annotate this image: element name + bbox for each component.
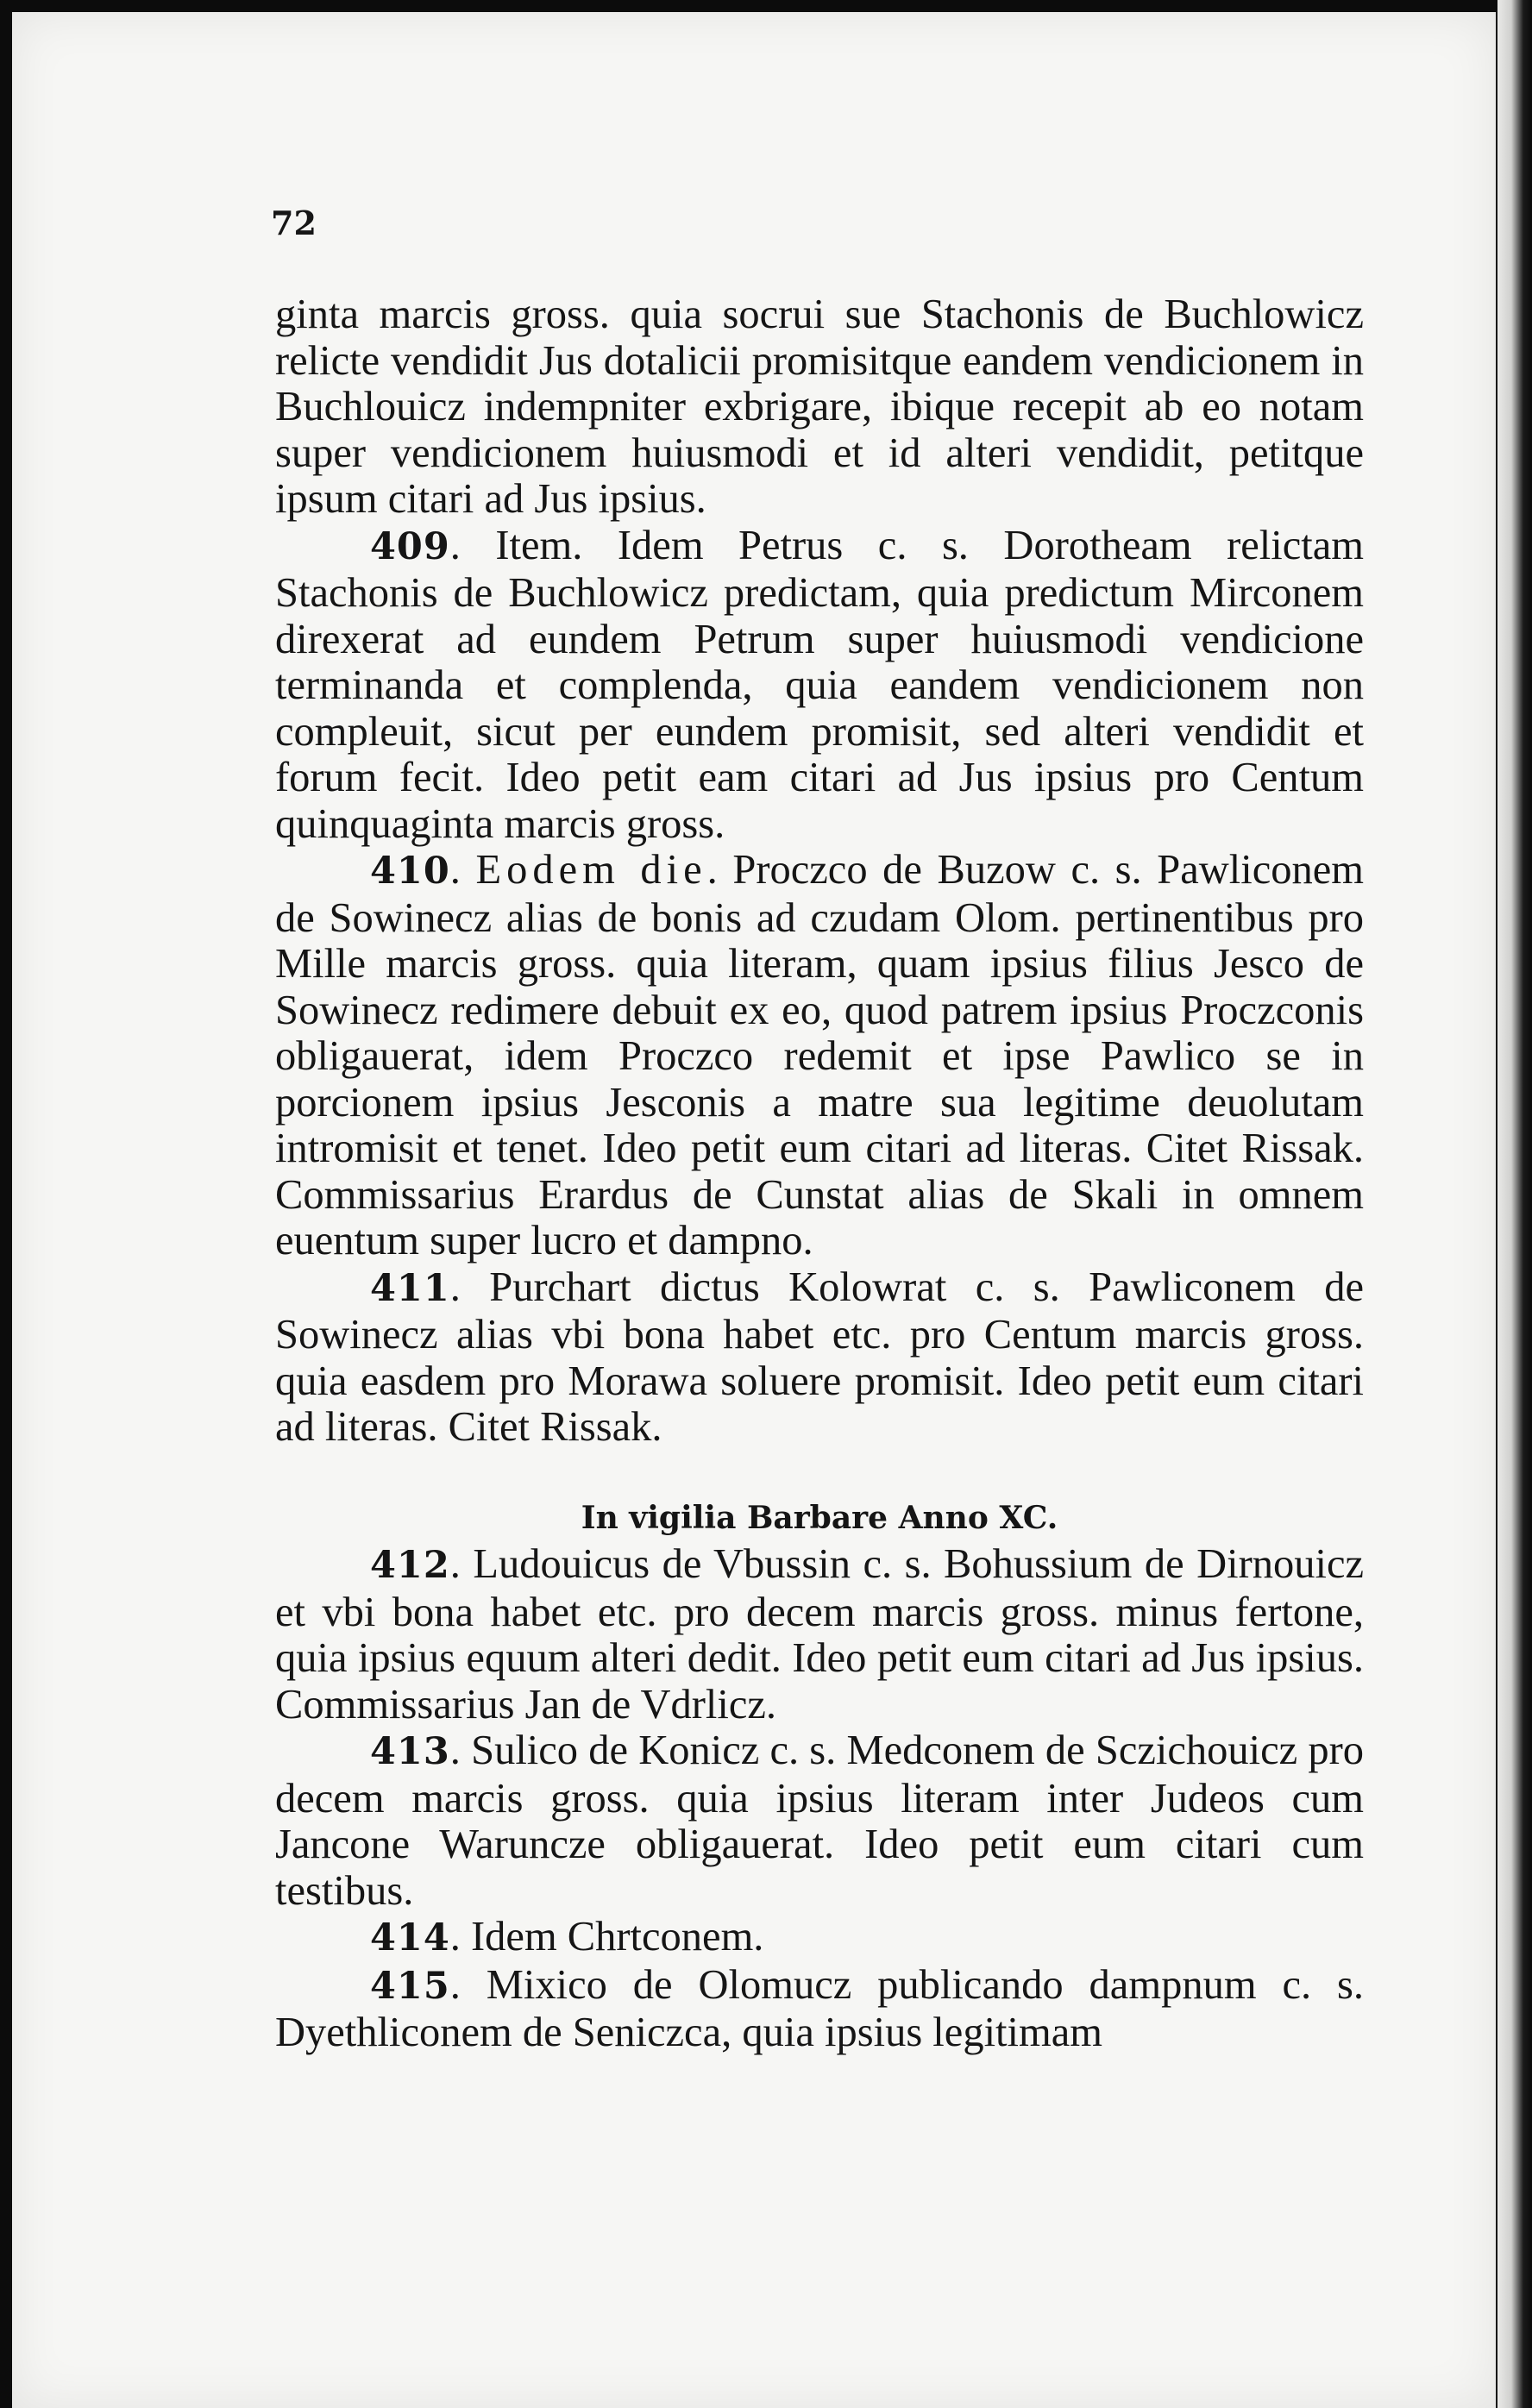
entry-text: Purchart dictus Kolowrat c. s. Pawliconem de Sowinecz alias vbi bona habet etc. pro Centum marcis gross. quia easdem pro Morawa soluere promisit. Ideo petit eum citari ad literas. Citet Rissak. xyxy=(275,1264,1365,1450)
entry-415: 415. Mixico de Olomucz publicando dampnum c. s. Dyethliconem de Seniczca, quia ipsius legitimam xyxy=(275,1961,1364,2055)
entry-text: . Proczco de Buzow c. s. Pawliconem de Sowinecz alias de bonis ad czudam Olom. pertinentibus pro Mille marcis gross. quia literam, quam ipsius filius Jesco de Sowinecz redimere debuit ex eo, quod patrem ipsius Proczconis obligauerat, idem Proczco redemit et ipse Pawlico se in porcionem ipsius Jesconis a matre sua legitime deuolutam intromisit et tenet. Ideo petit eum citari ad literas. Citet Rissak. Commissarius Erardus de Cunstat alias de Skali in omnem euentum super lucro et dampno. xyxy=(275,847,1364,1264)
page-number: 72 xyxy=(271,204,317,242)
entry-413: 413. Sulico de Konicz c. s. Medconem de Sczichouicz pro decem marcis gross. quia ipsius literam inter Judeos cum Jancone Waruncze obligauerat. Ideo petit eum citari cum testibus. xyxy=(275,1728,1365,1914)
entry-text: Sulico de Konicz c. s. Medconem de Sczichouicz pro decem marcis gross. quia ipsius literam inter Judeos cum Jancone Waruncze obligauerat. Ideo petit eum citari cum testibus. xyxy=(275,1728,1365,1914)
book-page xyxy=(12,12,1496,2408)
entry-number: 413 xyxy=(370,1730,450,1773)
entry-number: 415 xyxy=(370,1964,450,2008)
entry-410: 410. Eodem die. Proczco de Buzow c. s. Pawliconem de Sowinecz alias de bonis ad czudam Olom. pertinentibus pro Mille marcis gross. quia literam, quam ipsius filius Jesco de Sowinecz redimere debuit ex eo, quod patrem ipsius Proczconis obligauerat, idem Proczco redemit et ipse Pawlico se in porcionem ipsius Jesconis a matre sua legitime deuolutam intromisit et tenet. Ideo petit eum citari ad literas. Citet Rissak. Commissarius Erardus de Cunstat alias de Skali in omnem euentum super lucro et dampno. xyxy=(275,847,1364,1264)
section-heading: In vigilia Barbare Anno XC. xyxy=(581,1499,1058,1536)
text-body xyxy=(275,292,1364,2056)
scan-right-edge xyxy=(1497,0,1532,2408)
entry-number: 410 xyxy=(370,850,450,893)
entry-number: 414 xyxy=(370,1916,450,1960)
entry-text: Item. Idem Petrus c. s. Dorotheam relictam Stachonis de Buchlowicz predictam, quia predictum Mirconem direxerat ad eundem Petrum super huiusmodi vendicione terminanda et complenda, quia eandem vendicionem non compleuit, sicut per eundem promisit, sed alteri vendidit et forum fecit. Ideo petit eam citari ad Jus ipsius pro Centum quinquaginta marcis gross. xyxy=(275,522,1364,847)
entry-text: Ludouicus de Vbussin c. s. Bohussium de Dirnouicz et vbi bona habet etc. pro decem marcis gross. minus fertone, quia ipsius equum alteri dedit. Ideo petit eum citari ad Jus ipsius. Commissarius Jan de Vdrlicz. xyxy=(275,1541,1365,1728)
entry-text: Idem Chrtconem. xyxy=(471,1914,764,1960)
entry-409: 409. Item. Idem Petrus c. s. Dorotheam relictam Stachonis de Buchlowicz predictam, quia predictum Mirconem direxerat ad eundem Petrum super huiusmodi vendicione terminanda et complenda, quia eandem vendicionem non compleuit, sicut per eundem promisit, sed alteri vendidit et forum fecit. Ideo petit eam citari ad Jus ipsius pro Centum quinquaginta marcis gross. xyxy=(275,522,1364,847)
entry-text: Mixico de Olomucz publicando dampnum c. s. Dyethliconem de Seniczca, quia ipsius legitimam xyxy=(275,1961,1364,2055)
entry-414: 414. Idem Chrtconem. xyxy=(370,1914,764,1960)
entry-number: 411 xyxy=(370,1266,450,1310)
entry-412: 412. Ludouicus de Vbussin c. s. Bohussium de Dirnouicz et vbi bona habet etc. pro decem marcis gross. minus fertone, quia ipsius equum alteri dedit. Ideo petit eum citari ad Jus ipsius. Commissarius Jan de Vdrlicz. xyxy=(275,1541,1365,1728)
entry-number: 409 xyxy=(370,524,450,568)
continuation-paragraph: ginta marcis gross. quia socrui sue Stachonis de Buchlowicz relicte vendidit Jus dotalicii promisitque eandem vendicionem in Buchlouicz indempniter exbrigare, ibique recepit ab eo notam super vendicionem huiusmodi et id alteri vendidit, petitque ipsum citari ad Jus ipsius. xyxy=(275,292,1364,522)
entry-number: 412 xyxy=(370,1544,450,1587)
entry-spaced-date: Eodem die xyxy=(475,847,707,893)
entry-411: 411. Purchart dictus Kolowrat c. s. Pawliconem de Sowinecz alias vbi bona habet etc. pro Centum marcis gross. quia easdem pro Morawa soluere promisit. Ideo petit eum citari ad literas. Citet Rissak. xyxy=(275,1264,1365,1450)
